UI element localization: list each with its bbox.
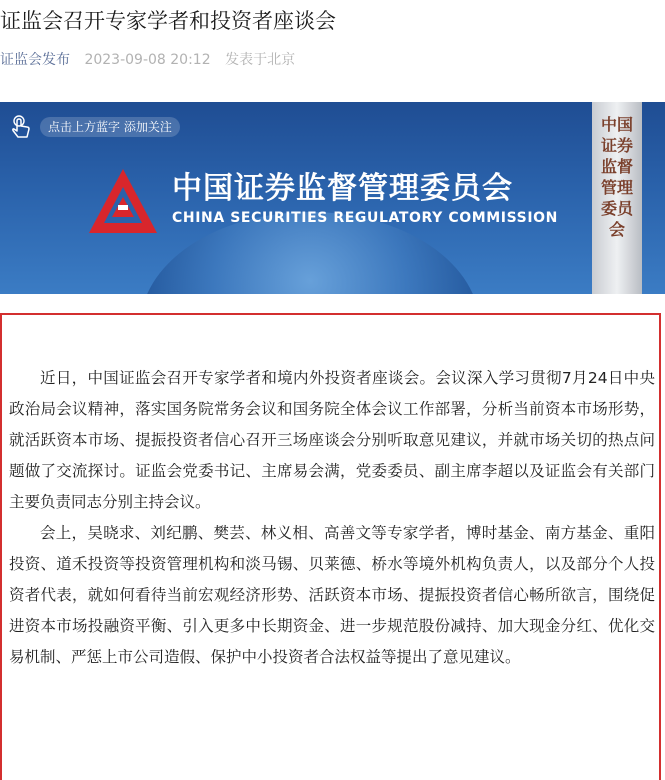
header-banner (0, 102, 665, 294)
org-name-en: CHINA SECURITIES REGULATORY COMMISSION (172, 210, 558, 226)
csrc-logo-icon (85, 165, 161, 241)
author-link[interactable]: 证监会发布 (0, 52, 70, 68)
paragraph: 近日，中国证监会召开专家学者和境内外投资者座谈会。会议深入学习贯彻7月24日中央政治局会议精神，落实国务院常务会议和国务院全体会议工作部署，分析当前资本市场形势，就活跃资本市场、提振投资者信心召开三场座谈会分别听取意见建议，并就市场关切的热点问题做了交流探讨。证监会党委书记、主席易会满，党委委员、副主席李超以及证监会有关部门主要负责同志分别主持会议。 (9, 369, 655, 511)
follow-hint-label: 点击上方蓝字 添加关注 (40, 117, 180, 137)
publish-time: 2023-09-08 20:12 (84, 52, 211, 68)
article-title: 证监会召开专家学者和投资者座谈会 (0, 9, 336, 33)
article-meta (0, 50, 295, 70)
publish-location: 发表于北京 (225, 52, 296, 68)
plaque-text: 中国证券监督管理委员会 (600, 115, 633, 239)
article-body (0, 313, 661, 780)
org-name-cn: 中国证券监督管理委员会 (172, 171, 513, 206)
tap-hand-icon (8, 114, 34, 140)
follow-hint[interactable] (8, 114, 180, 140)
paragraph: 会上，吴晓求、刘纪鹏、樊芸、林义相、高善文等专家学者，博时基金、南方基金、重阳投资、道禾投资等投资管理机构和淡马锡、贝莱德、桥水等境外机构负责人，以及部分个人投资者代表，就如何看待当前宏观经济形势、活跃资本市场、提振投资者信心畅所欲言，围绕促进资本市场投融资平衡、引入更多中长期资金、进一步规范股份减持、加大现金分红、优化交易机制、严惩上市公司造假、保护中小投资者合法权益等提出了意见建议。 (9, 524, 655, 666)
